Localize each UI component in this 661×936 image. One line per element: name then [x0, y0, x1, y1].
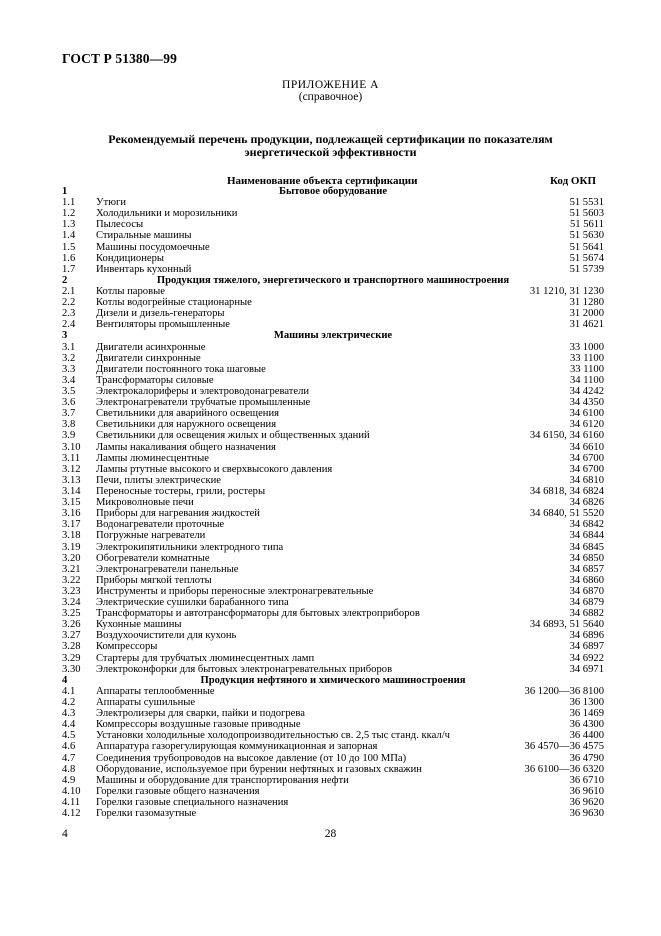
item-name: Горелки газовые специального назначения	[96, 797, 289, 809]
table-row	[62, 342, 604, 353]
item-number: 3.17	[62, 519, 81, 531]
okp-code: 34 6100	[569, 408, 604, 420]
table-row	[62, 430, 604, 441]
okp-code: 36 4790	[569, 752, 604, 764]
okp-code: 33 1100	[569, 363, 604, 375]
section-number: 1	[62, 186, 68, 197]
okp-code: 34 6844	[569, 530, 604, 542]
table-row	[62, 730, 604, 741]
product-table	[62, 186, 604, 819]
item-number: 3.28	[62, 641, 81, 653]
item-number: 4.4	[62, 719, 76, 731]
table-row	[62, 586, 604, 597]
item-number: 3.16	[62, 508, 81, 520]
table-row	[62, 542, 604, 553]
item-number: 3.5	[62, 385, 76, 397]
item-number: 1.6	[62, 252, 76, 264]
table-row	[62, 453, 604, 464]
okp-code: 33 1000	[569, 341, 604, 353]
section-row	[62, 275, 604, 286]
item-number: 3.10	[62, 441, 81, 453]
table-row	[62, 708, 604, 719]
item-name: Приборы мягкой теплоты	[96, 574, 212, 586]
item-name: Лампы накаливания общего назначения	[96, 441, 276, 453]
item-name: Стартеры для трубчатых люминесцентных ламп	[96, 652, 315, 664]
item-number: 3.1	[62, 341, 76, 353]
okp-code: 36 9610	[569, 785, 604, 797]
item-name: Лампы ртутные высокого и сверхвысокого давления	[96, 463, 333, 475]
item-name: Кухонные машины	[96, 619, 182, 631]
okp-code: 51 5603	[569, 208, 604, 220]
item-number: 3.22	[62, 574, 81, 586]
okp-code: 51 5630	[569, 230, 604, 242]
item-name: Инструменты и приборы переносные электронагревательные	[96, 585, 374, 597]
okp-code: 34 6882	[569, 608, 604, 620]
item-number: 3.11	[62, 452, 81, 464]
okp-code: 34 6971	[569, 663, 604, 675]
table-row	[62, 408, 604, 419]
item-number: 4.2	[62, 697, 76, 709]
item-number: 3.8	[62, 419, 76, 431]
footer-left-number: 4	[62, 828, 68, 840]
okp-code: 34 6845	[569, 541, 604, 553]
item-number: 4.1	[62, 685, 76, 697]
okp-code: 36 6100—36 6320	[524, 763, 604, 775]
section-title: Продукция тяжелого, энергетического и транспортного машиностроения	[156, 274, 510, 286]
item-number: 3.25	[62, 608, 81, 620]
okp-code: 34 4350	[569, 397, 604, 409]
item-name: Обогреватели комнатные	[96, 552, 210, 564]
section-row	[62, 330, 604, 341]
section-number: 4	[62, 674, 68, 686]
table-row	[62, 497, 604, 508]
item-number: 4.8	[62, 763, 76, 775]
table-row	[62, 575, 604, 586]
table-row	[62, 253, 604, 264]
item-name: Трансформаторы силовые	[96, 374, 214, 386]
item-number: 3.20	[62, 552, 81, 564]
table-row	[62, 786, 604, 797]
column-header-name: Наименование объекта сертификации	[227, 175, 418, 187]
table-row	[62, 219, 604, 230]
table-row	[62, 286, 604, 297]
item-number: 3.26	[62, 619, 81, 631]
item-number: 2.4	[62, 319, 76, 331]
item-number: 2.1	[62, 285, 76, 297]
table-row	[62, 464, 604, 475]
heading-line-1: Рекомендуемый перечень продукции, подлежащей сертификации по показателям	[108, 132, 553, 146]
okp-code: 31 2000	[569, 308, 604, 320]
table-row	[62, 641, 604, 652]
item-name: Приборы для нагревания жидкостей	[96, 508, 260, 520]
okp-code: 31 4621	[569, 319, 604, 331]
table-row	[62, 530, 604, 541]
item-number: 3.24	[62, 597, 81, 609]
item-number: 4.10	[62, 785, 81, 797]
item-name: Аппараты теплообменные	[96, 685, 215, 697]
okp-code: 34 6700	[569, 452, 604, 464]
okp-code: 51 5674	[569, 252, 604, 264]
table-row	[62, 297, 604, 308]
item-name: Водонагреватели проточные	[96, 519, 225, 531]
document-code: ГОСТ Р 51380—99	[62, 51, 177, 66]
okp-code: 33 1100	[569, 352, 604, 364]
item-number: 1.2	[62, 208, 76, 220]
item-name: Стиральные машины	[96, 230, 192, 242]
item-name: Электрические сушилки барабанного типа	[96, 597, 289, 609]
item-name: Воздухоочистители для кухонь	[96, 630, 237, 642]
table-row	[62, 208, 604, 219]
table-row	[62, 808, 604, 819]
item-name: Холодильники и морозильники	[96, 208, 238, 220]
table-row	[62, 775, 604, 786]
item-name: Двигатели асинхронные	[96, 341, 206, 353]
item-number: 3.15	[62, 497, 81, 509]
okp-code: 34 6860	[569, 574, 604, 586]
okp-code: 36 9620	[569, 797, 604, 809]
item-number: 3.23	[62, 585, 81, 597]
item-number: 4.12	[62, 808, 81, 820]
table-row	[62, 397, 604, 408]
page-number: 28	[324, 828, 337, 840]
table-row	[62, 475, 604, 486]
okp-code: 34 6610	[569, 441, 604, 453]
okp-code: 51 5739	[569, 263, 604, 275]
item-number: 1.1	[62, 197, 76, 209]
column-header-code: Код ОКП	[549, 175, 596, 187]
okp-code: 51 5531	[569, 197, 604, 209]
item-name: Погружные нагреватели	[96, 530, 206, 542]
appendix-title: ПРИЛОЖЕНИЕ А	[282, 79, 379, 91]
table-row	[62, 653, 604, 664]
okp-code: 31 1280	[569, 297, 604, 309]
item-name: Компрессоры	[96, 641, 158, 653]
okp-code: 36 1469	[569, 708, 604, 720]
item-number: 4.6	[62, 741, 76, 753]
item-number: 3.3	[62, 363, 76, 375]
section-title: Бытовое оборудование	[278, 186, 388, 197]
item-name: Электроконфорки для бытовых электронагревательных приборов	[96, 663, 393, 675]
item-name: Утюги	[96, 197, 127, 209]
item-number: 3.2	[62, 352, 76, 364]
okp-code: 34 6897	[569, 641, 604, 653]
item-number: 4.7	[62, 752, 76, 764]
okp-code: 34 6700	[569, 463, 604, 475]
okp-code: 51 5611	[569, 219, 604, 231]
item-name: Котлы паровые	[96, 285, 165, 297]
table-row	[62, 264, 604, 275]
item-name: Печи, плиты электрические	[96, 474, 221, 486]
okp-code: 34 4242	[569, 385, 604, 397]
item-name: Аппаратура газорегулирующая коммуникационная и запорная	[96, 741, 378, 753]
table-row	[62, 486, 604, 497]
okp-code: 31 1210, 31 1230	[529, 285, 604, 297]
item-name: Электрокалориферы и электроводонагреватели	[96, 385, 310, 397]
okp-code: 34 6810	[569, 474, 604, 486]
item-name: Светильники для освещения жилых и общественных зданий	[96, 430, 370, 442]
okp-code: 34 6893, 51 5640	[529, 619, 604, 631]
item-name: Трансформаторы и автотрансформаторы для бытовых электроприборов	[96, 608, 420, 620]
item-name: Лампы люминесцентные	[96, 452, 209, 464]
okp-code: 34 6850	[569, 552, 604, 564]
page-heading	[0, 133, 661, 159]
item-name: Двигатели синхронные	[96, 352, 201, 364]
table-row	[62, 230, 604, 241]
item-name: Переносные тостеры, грили, ростеры	[96, 485, 266, 497]
okp-code: 34 6826	[569, 497, 604, 509]
okp-code: 36 6710	[569, 774, 604, 786]
table-row	[62, 553, 604, 564]
okp-code: 34 6842	[569, 519, 604, 531]
appendix-note: (справочное)	[298, 91, 363, 103]
item-number: 3.30	[62, 663, 81, 675]
item-number: 3.12	[62, 463, 81, 475]
heading-line-2: энергетической эффективности	[244, 145, 417, 159]
item-name: Установки холодильные холодопроизводительностью св. 2,5 тыс станд. ккал/ч	[96, 730, 450, 742]
okp-code: 34 6150, 34 6160	[529, 430, 604, 442]
item-name: Компрессоры воздушные газовые приводные	[96, 719, 301, 731]
table-row	[62, 630, 604, 641]
section-title: Продукция нефтяного и химического машиностроения	[200, 674, 466, 686]
item-number: 1.5	[62, 241, 76, 253]
item-name: Кондиционеры	[96, 252, 164, 264]
section-number: 2	[62, 274, 68, 286]
table-row	[62, 686, 604, 697]
item-number: 2.3	[62, 308, 76, 320]
table-row	[62, 753, 604, 764]
item-number: 4.11	[62, 797, 81, 809]
okp-code: 34 1100	[569, 374, 604, 386]
item-number: 3.7	[62, 408, 76, 420]
section-number: 3	[62, 330, 68, 342]
item-name: Инвентарь кухонный	[96, 263, 192, 275]
okp-code: 34 6818, 34 6824	[529, 485, 604, 497]
table-row	[62, 719, 604, 730]
okp-code: 34 6120	[569, 419, 604, 431]
table-row	[62, 242, 604, 253]
table-row	[62, 697, 604, 708]
item-number: 3.27	[62, 630, 81, 642]
item-name: Соединения трубопроводов на высокое давление (от 10 до 100 МПа)	[96, 752, 407, 764]
item-number: 1.7	[62, 263, 76, 275]
okp-code: 36 9630	[569, 808, 604, 820]
item-number: 3.14	[62, 485, 81, 497]
item-name: Машины посудомоечные	[96, 241, 210, 253]
item-name: Горелки газовые общего назначения	[96, 785, 260, 797]
item-name: Оборудование, используемое при бурении нефтяных и газовых скважин	[96, 763, 422, 775]
okp-code: 34 6857	[569, 563, 604, 575]
okp-code: 34 6896	[569, 630, 604, 642]
item-number: 4.5	[62, 730, 76, 742]
table-row	[62, 308, 604, 319]
okp-code: 36 4400	[569, 730, 604, 742]
item-number: 2.2	[62, 297, 76, 309]
item-number: 3.4	[62, 374, 76, 386]
table-row	[62, 741, 604, 752]
okp-code: 36 1200—36 8100	[524, 685, 604, 697]
item-number: 3.6	[62, 397, 76, 409]
item-name: Котлы водогрейные стационарные	[96, 297, 252, 309]
table-row	[62, 519, 604, 530]
okp-code: 34 6870	[569, 585, 604, 597]
item-name: Электрокипятильники электродного типа	[96, 541, 284, 553]
item-number: 1.4	[62, 230, 76, 242]
item-name: Вентиляторы промышленные	[96, 319, 230, 331]
item-name: Микроволновые печи	[96, 497, 194, 509]
table-row	[62, 364, 604, 375]
item-name: Дизели и дизель-генераторы	[96, 308, 225, 320]
item-number: 1.3	[62, 219, 76, 231]
table-row	[62, 664, 604, 675]
okp-code: 34 6922	[569, 652, 604, 664]
item-name: Горелки газомазутные	[96, 808, 197, 820]
item-name: Электролизеры для сварки, пайки и подогрева	[96, 708, 305, 720]
table-row	[62, 353, 604, 364]
table-row	[62, 764, 604, 775]
table-row	[62, 419, 604, 430]
table-row	[62, 797, 604, 808]
item-name: Машины и оборудование для транспортирования нефти	[96, 774, 349, 786]
table-row	[62, 386, 604, 397]
item-number: 3.19	[62, 541, 81, 553]
item-number: 3.18	[62, 530, 81, 542]
item-name: Электронагреватели панельные	[96, 563, 239, 575]
table-row	[62, 197, 604, 208]
item-number: 3.21	[62, 563, 81, 575]
table-row	[62, 375, 604, 386]
okp-code: 36 1300	[569, 697, 604, 709]
table-row	[62, 508, 604, 519]
item-name: Двигатели постоянного тока шаговые	[96, 363, 266, 375]
okp-code: 34 6840, 51 5520	[529, 508, 604, 520]
item-name: Электронагреватели трубчатые промышленные	[96, 397, 311, 409]
section-row	[62, 675, 604, 686]
section-title: Машины электрические	[273, 330, 393, 342]
item-number: 3.9	[62, 430, 76, 442]
okp-code: 34 6879	[569, 597, 604, 609]
table-row	[62, 597, 604, 608]
table-row	[62, 564, 604, 575]
item-number: 3.29	[62, 652, 81, 664]
table-row	[62, 608, 604, 619]
section-row	[62, 186, 604, 197]
item-number: 4.3	[62, 708, 76, 720]
okp-code: 36 4570—36 4575	[524, 741, 604, 753]
table-row	[62, 442, 604, 453]
table-row	[62, 619, 604, 630]
item-name: Пылесосы	[96, 219, 144, 231]
item-name: Аппараты сушильные	[96, 697, 196, 709]
item-number: 4.9	[62, 774, 76, 786]
okp-code: 51 5641	[569, 241, 604, 253]
item-number: 3.13	[62, 474, 81, 486]
item-name: Светильники для наружного освещения	[96, 419, 277, 431]
okp-code: 36 4300	[569, 719, 604, 731]
table-row	[62, 319, 604, 330]
item-name: Светильники для аварийного освещения	[96, 408, 279, 420]
